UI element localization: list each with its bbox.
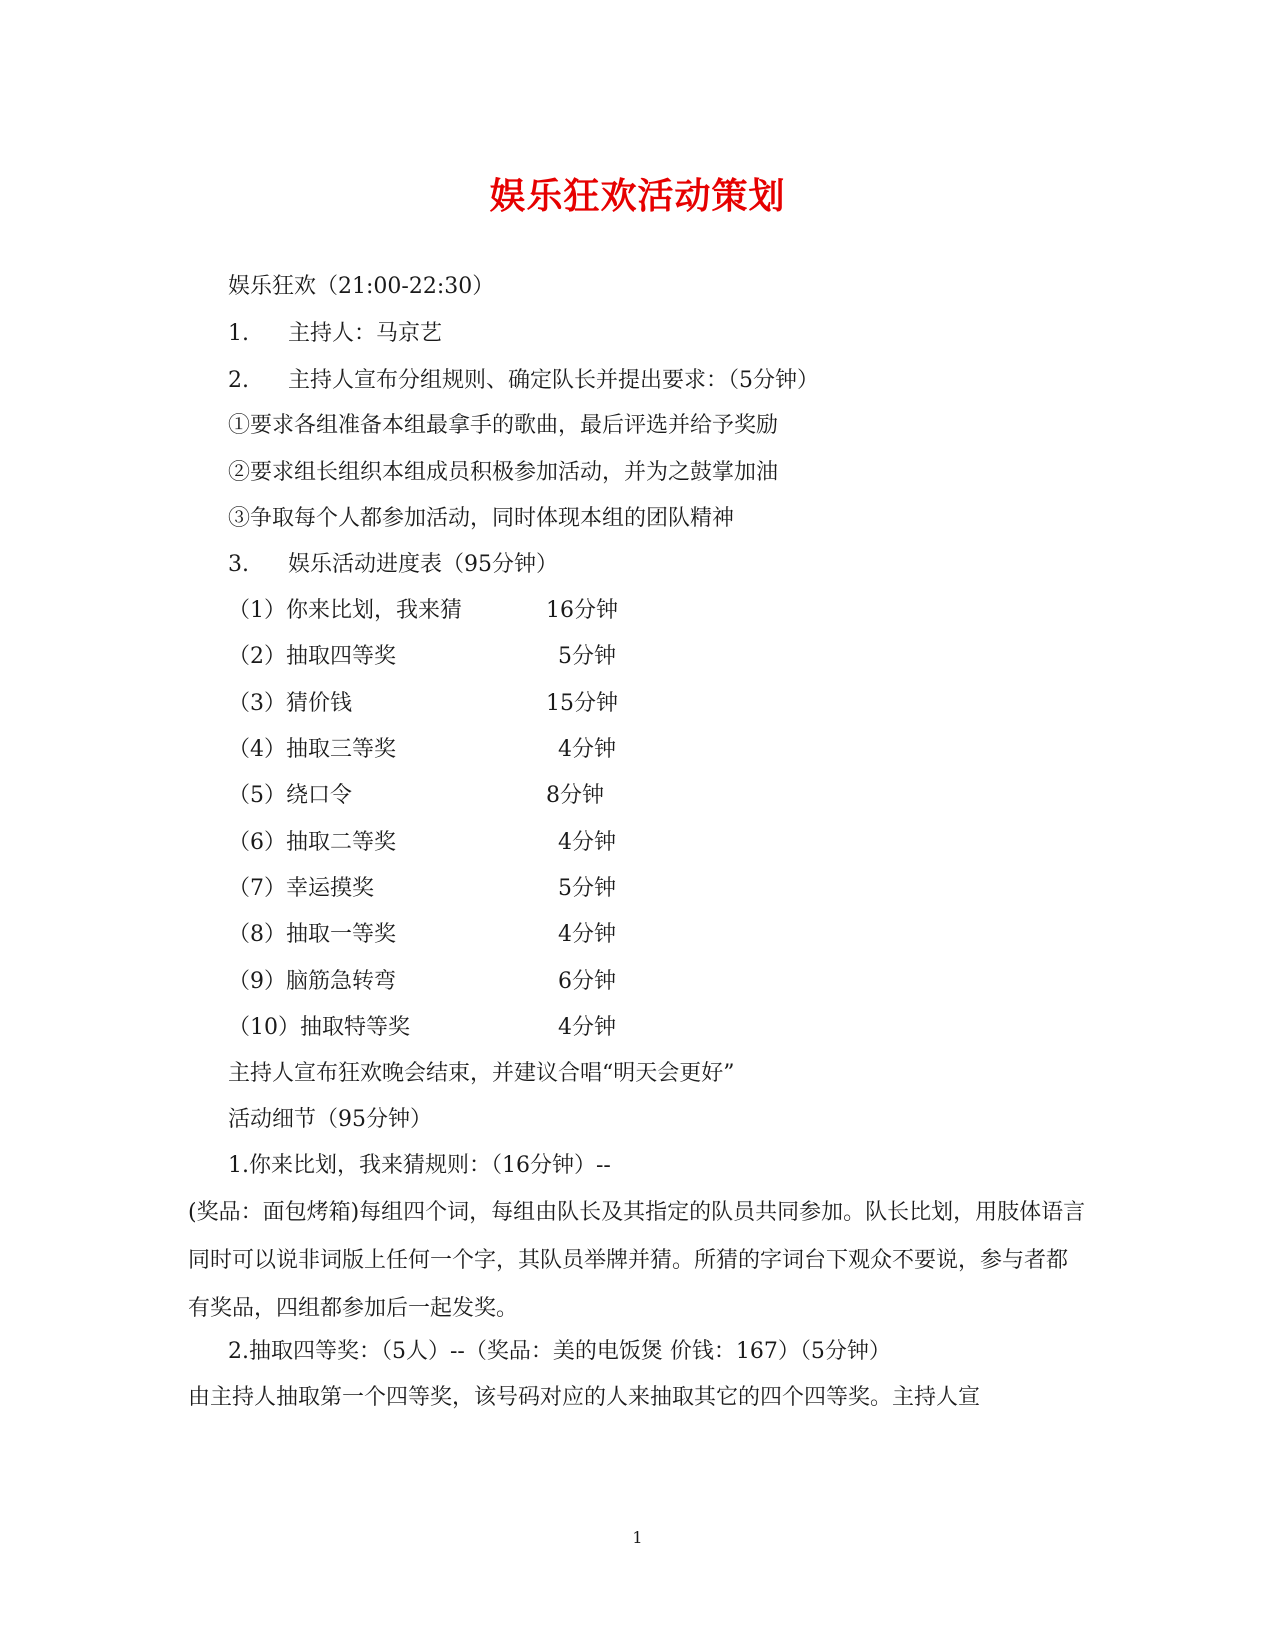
item-2 [228, 366, 819, 396]
schedule-label: （2）抽取四等奖 [228, 644, 396, 669]
schedule-duration: 8分钟 [546, 783, 604, 808]
schedule-duration: 15分钟 [546, 691, 618, 716]
detail-1-heading: 1.你来比划，我来猜规则：（16分钟）-- [228, 1153, 611, 1178]
schedule-row-6 [228, 828, 648, 858]
schedule-label: （5）绕口令 [228, 783, 352, 808]
detail-2-body: 由主持人抽取第一个四等奖，该号码对应的人来抽取其它的四个四等奖。主持人宣 [188, 1385, 981, 1410]
schedule-row-9 [228, 967, 648, 997]
schedule-row-2 [228, 642, 648, 672]
item-text: 主持人宣布分组规则、确定队长并提出要求：（5分钟） [288, 368, 819, 393]
requirement-1: ①要求各组准备本组最拿手的歌曲，最后评选并给予奖励 [228, 413, 779, 438]
requirement-3: ③争取每个人都参加活动，同时体现本组的团队精神 [228, 506, 735, 531]
subtitle: 娱乐狂欢（21:00-22:30） [228, 274, 495, 299]
schedule-row-7 [228, 874, 648, 904]
schedule-label: （6）抽取二等奖 [228, 830, 396, 855]
schedule-duration: 4分钟 [558, 830, 616, 855]
item-number: 1. [228, 321, 249, 346]
detail-2-heading: 2.抽取四等奖：（5人）--（奖品：美的电饭煲 价钱：167）（5分钟） [228, 1339, 891, 1364]
requirement-2: ②要求组长组织本组成员积极参加活动，并为之鼓掌加油 [228, 460, 779, 485]
schedule-duration: 4分钟 [558, 737, 616, 762]
schedule-row-8 [228, 920, 648, 950]
schedule-label: （10）抽取特等奖 [228, 1015, 410, 1040]
schedule-label: （7）幸运摸奖 [228, 876, 374, 901]
schedule-duration: 4分钟 [558, 1015, 616, 1040]
closing-note: 主持人宣布狂欢晚会结束，并建议合唱“明天会更好” [228, 1061, 735, 1086]
schedule-duration: 5分钟 [558, 876, 616, 901]
page-number: 1 [632, 1528, 643, 1547]
schedule-duration: 4分钟 [558, 922, 616, 947]
schedule-label: （8）抽取一等奖 [228, 922, 396, 947]
item-text: 主持人：马京艺 [288, 321, 443, 346]
document-title: 娱乐狂欢活动策划 [489, 175, 786, 217]
details-heading: 活动细节（95分钟） [228, 1107, 432, 1132]
schedule-row-3 [228, 689, 648, 719]
schedule-row-1 [228, 596, 648, 626]
schedule-label: （4）抽取三等奖 [228, 737, 396, 762]
schedule-duration: 6分钟 [558, 969, 616, 994]
schedule-duration: 16分钟 [546, 598, 618, 623]
schedule-duration: 5分钟 [558, 644, 616, 669]
detail-1-body: (奖品：面包烤箱)每组四个词，每组由队长及其指定的队员共同参加。队长比划，用肢体语言同时可以说非词版上任何一个字，其队员举牌并猜。所猜的字词台下观众不要说，参与者都有奖品，四组都参加后一起发奖。 [188, 1200, 1086, 1321]
schedule-heading [228, 550, 558, 580]
schedule-row-10 [228, 1013, 648, 1043]
item-1 [228, 319, 442, 349]
schedule-label: （1）你来比划，我来猜 [228, 598, 462, 623]
item-number: 2. [228, 368, 249, 393]
schedule-row-5 [228, 781, 648, 811]
schedule-row-4 [228, 735, 648, 765]
item-text: 娱乐活动进度表（95分钟） [288, 552, 558, 577]
schedule-label: （9）脑筋急转弯 [228, 969, 396, 994]
item-number: 3. [228, 552, 249, 577]
schedule-label: （3）猜价钱 [228, 691, 352, 716]
